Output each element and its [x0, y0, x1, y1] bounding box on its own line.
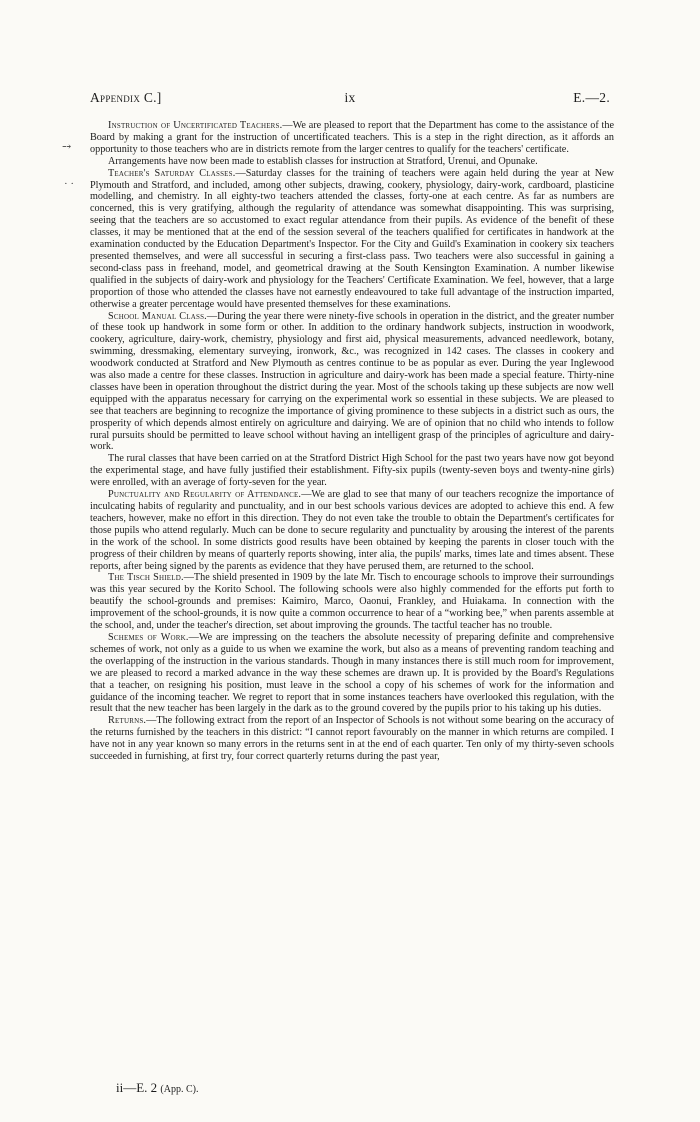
section-heading: Returns. — [108, 715, 147, 727]
paragraph-text: —During the year there were ninety-five schools in operation in the district, and the greater number of these took up handwork in some form or other. In addition to the ordinary handwork subjects, instruction in woodwork, cookery, agriculture, dairy-work, chemistry, physiology and first aid, physical measurements, advanced needlework, botany, swimming, dressmaking, elementary surveying, ironwork, &c., was recognized in 142 cases. The classes in cookery and woodwork conducted at Stratford and New Plymouth as centres continue to be as popular as ever. During the year Inglewood was also made a centre for these classes. Instruction in agriculture and dairy-work has been made a special feature. Thirty-nine classes have been in operation throughout the district during the year. Most of the schools taking up these subjects are now well equipped with the apparatus necessary for carrying on the experimental work so essential in these subjects. We are pleased to see that teachers are beginning to recognize the importance of giving prominence to these subjects in a district such as ours, the prosperity of which depends almost entirely on agriculture and dairying. We are of opinion that no child who intends to follow rural pursuits should be permitted to leave school without having an intelligent grasp of the principles of agriculture and dairy-work. — [90, 310, 614, 453]
paragraph-saturday-classes — [90, 168, 614, 311]
section-heading: School Manual Class. — [108, 310, 207, 322]
paragraph-punctuality — [90, 489, 614, 572]
document-code: E.—2. — [573, 90, 610, 105]
page-footer — [116, 1080, 198, 1096]
paragraph-text: —We are glad to see that many of our teachers recognize the importance of inculcating habits of regularity and punctuality, and in our best schools various devices are adopted to achieve this end. A few teachers, however, make no effort in this direction. They do not even take the trouble to obtain the Department's certificates for those pupils who attend regularly. Much can be done to secure regularity and punctuality by arousing the interest of the parents in the work of the school. In some districts good results have been obtained by keeping the parents in closer touch with the progress of their children by means of quarterly reports showing, inter alia, the pupils' marks, times late and times absent. These reports, after being signed by the parents as evidence that they have perused them, are returned to the school. — [90, 489, 615, 572]
page-number: ix — [344, 90, 356, 105]
margin-arrow-icon: ⤍ — [62, 141, 72, 153]
paragraph-arrangements — [90, 156, 614, 168]
section-heading: Teacher's Saturday Classes. — [108, 167, 236, 179]
paragraph-text: Arrangements have now been made to establish classes for instruction at Stratford, Urenui, and Opunake. — [108, 155, 538, 167]
section-heading: Schemes of Work. — [108, 631, 189, 643]
paragraph-manual-class — [90, 311, 614, 454]
section-heading: Punctuality and Regularity of Attendance. — [108, 489, 302, 501]
paragraph-text: —We are impressing on the teachers the absolute necessity of preparing definite and comprehensive schemes of work, not only as a guide to us when we examine the work, but also as a means of preventing random teaching and the overlapping of the instruction in the various standards. Though in many instances there is still much room for improvement, we are pleased to record a marked advance in the way these schemes are drawn up. It is provided by the Board's Regulations that a teacher, on resigning his position, must leave in the school a copy of his schemes of work for the information and guidance of the incoming teacher. We regret to report that in some instances teachers have overlooked this regulation, with the result that the new teacher has been largely in the dark as to the ground covered by the pupils prior to his taking up his duties. — [90, 631, 615, 715]
body-text — [90, 120, 614, 763]
paragraph-instruction-uncertificated — [90, 120, 614, 156]
signature-mark: ii—E. 2 — [116, 1080, 158, 1095]
section-heading: The Tisch Shield. — [108, 572, 184, 584]
paragraph-text: —The shield presented in 1909 by the late Mr. Tisch to encourage schools to improve their surroundings was this year secured by the Korito School. The following schools were also highly commended for the efforts put forth to beautify the school-grounds and premises: Kaimiro, Marco, Oaonui, Frankley, and Huiakama. In connection with the improvement of the school-grounds, it is now quite a common occurrence to hear of a “working bee,” when parents assemble at the school, and, under the teacher's direction, set about improving the grounds. The tactful teacher has no trouble. — [90, 572, 614, 632]
paragraph-returns — [90, 715, 614, 763]
paragraph-rural-classes — [90, 453, 614, 489]
paragraph-text: —The following extract from the report of an Inspector of Schools is not without some bearing on the accuracy of the returns furnished by the teachers in this district: “I cannot report favourably on the manner in which returns are compiled. I have not in any year known so many errors in the returns sent in at the end of each quarter. Ten only of my thirty-seven schools succeeded in furnishing, at first try, four correct quarterly returns during the past year, — [90, 715, 614, 763]
paragraph-text: —Saturday classes for the training of teachers were again held during the year at New Plymouth and Stratford, and included, among other subjects, drawing, cookery, physiology, dairy-work, cardboard, plasticine modelling, and chemistry. In all eighty-two teachers attended the classes, forty-one at each centre. As far as numbers are concerned, this is very gratifying, although the regularity of attendance was somewhat disappointing. This was surprising, seeing that the teachers are so accustomed to exact regular attendance from their pupils. As evidence of the benefit of these classes, it may be mentioned that at the end of the session several of the teachers qualified for certificates in handwork at the examination conducted by the Education Department's Inspector. For the City and Guild's Examination in cookery six teachers presented themselves, and were all successful in securing a first-class pass. Two teachers were also successful in gaining a second-class pass in freehand, model, and geometrical drawing at the South Kensington Examination. A number likewise qualified in the subjects of dairy-work and physiology for the Teachers' Certificate Examination. We feel, however, that a large proportion of those who attended the classes have not earnestly endeavoured to take full advantage of the instruction imparted, otherwise a greater percentage would have presented themselves for these examinations. — [90, 167, 614, 310]
paragraph-tisch-shield — [90, 572, 614, 632]
margin-mark-icon: · · — [64, 178, 75, 190]
signature-appendix: (App. C). — [160, 1084, 199, 1095]
section-heading: Instruction of Uncertificated Teachers. — [108, 120, 283, 131]
paragraph-text: —We are pleased to report that the Department has come to the assistance of the Board by making a grant for the instruction of uncertificated teachers. This is a step in the right direction, as it affords an opportunity to those teachers who are in districts remote from the larger centres to qualify for the teachers' certificate. — [90, 120, 614, 155]
page-header — [90, 90, 610, 110]
paragraph-text: The rural classes that have been carried on at the Stratford District High School for the past two years have now got beyond the experimental stage, and have fully justified their establishment. Fifty-six pupils (twenty-seven boys and twenty-nine girls) were enrolled, with an average of forty-seven for the year. — [90, 453, 614, 489]
paragraph-schemes-of-work — [90, 632, 614, 715]
appendix-label: Appendix C.] — [90, 90, 162, 105]
